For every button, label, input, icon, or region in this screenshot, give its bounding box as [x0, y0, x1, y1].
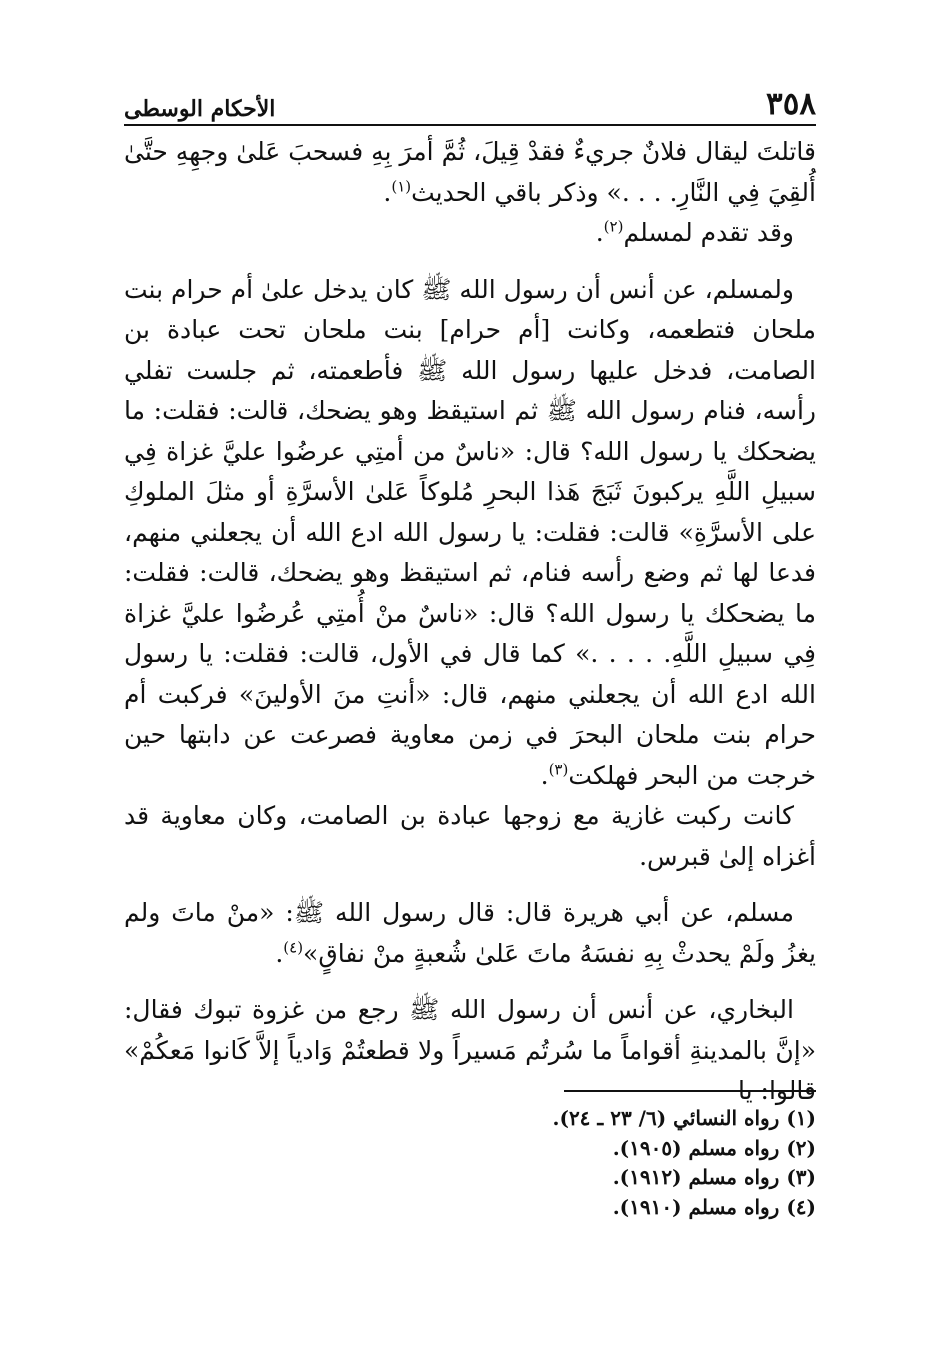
running-title: الأحكام الوسطى — [124, 96, 276, 122]
footnote: (٣) رواه مسلم (١٩١٢). — [612, 1165, 816, 1189]
page-number: ٣٥٨ — [766, 86, 816, 122]
paragraph: ولمسلم، عن أنس أن رسول الله ﷺ كان يدخل علىٰ أم حرام بنت ملحان فتطعمه، وكانت [أم حرام] بنت ملحان تحت عبادة بن الصامت، فدخل عليها رسول الله ﷺ فأطعمته، ثم جلست تفلي رأسه، فنام رسول الله ﷺ ثم استيقظ وهو يضحك، قالت: فقلت: ما يضحكك يا رسول الله؟ قال: «ناسٌ من أمتِي عرضُوا عليَّ غزاة فِي سبيلِ اللَّهِ يركبونَ ثَبَجَ هَذا البحرِ مُلوكاً عَلىٰ الأسرَّةِ أو مثلَ الملوكِ على الأسرَّةِ» قالت: فقلت: يا رسول الله ادع الله أن يجعلني منهم، فدعا لها ثم وضع رأسه فنام، ثم استيقظ وهو يضحك، قالت: فقلت: ما يضحكك يا رسول الله؟ قال: «ناسٌ منْ أُمتِي عُرضُوا عليَّ غزاة فِي سبيلِ اللَّهِ. . . . .» كما قال في الأول، قالت: فقلت: يا رسول الله ادع الله أن يجعلني منهم، قال: «أنتِ منَ الأولينَ» فركبت أم حرام بنت ملحان البحرَ في زمن معاوية فصرعت عن دابتها حين خرجت من البحر فهلكت$^{(٣)}$. — [124, 274, 816, 790]
paragraph: مسلم، عن أبي هريرة قال: قال رسول الله ﷺ: «منْ ماتَ ولم يغزُ ولَمْ يحدثْ بِهِ نفسَهُ ماتَ عَلىٰ شُعبةٍ منْ نفاقٍ»$^{(٤)}$. — [124, 898, 816, 968]
paragraph: وقد تقدم لمسلم$^{(٢)}$. — [595, 217, 794, 247]
footnote-ref: (٤) — [283, 938, 304, 957]
paragraph: البخاري، عن أنس أن رسول الله ﷺ رجع من غزوة تبوك فقال: «إنَّ بالمدينةِ أقواماً ما سُرتُم مَسيراً ولا قطعتُمْ وَادياً إلاَّ كَانوا مَعكُمْ» قالوا: يا — [124, 995, 816, 1105]
footnote: (٢) رواه مسلم (١٩٠٥). — [612, 1135, 816, 1160]
footnote-ref: (١) — [391, 177, 412, 196]
footnote-divider — [564, 1090, 816, 1092]
paragraph: كانت ركبت غازية مع زوجها عبادة بن الصامت، وكان معاوية قد أغزاه إلىٰ قبرس. — [124, 801, 816, 871]
page-header — [124, 82, 816, 126]
footnote: (٤) رواه مسلم (١٩١٠). — [612, 1194, 816, 1219]
footnote: (١) رواه النسائي (٦/ ٢٣ ـ ٢٤). — [552, 1106, 816, 1130]
footnotes — [124, 1104, 816, 1222]
footnote-ref: (٣) — [548, 760, 569, 779]
footnote-ref: (٢) — [603, 217, 624, 236]
paragraph: قاتلتَ ليقال فلانٌ جريءٌ فقدْ قِيلَ، ثُمَّ أمرَ بِهِ فسحبَ عَلىٰ وجهِهِ حتَّىٰ أُلقِيَ فِي النَّارِ. . . .» وذكر باقي الحديث$^{(١)}$. — [124, 137, 816, 207]
body-text — [124, 132, 816, 1112]
